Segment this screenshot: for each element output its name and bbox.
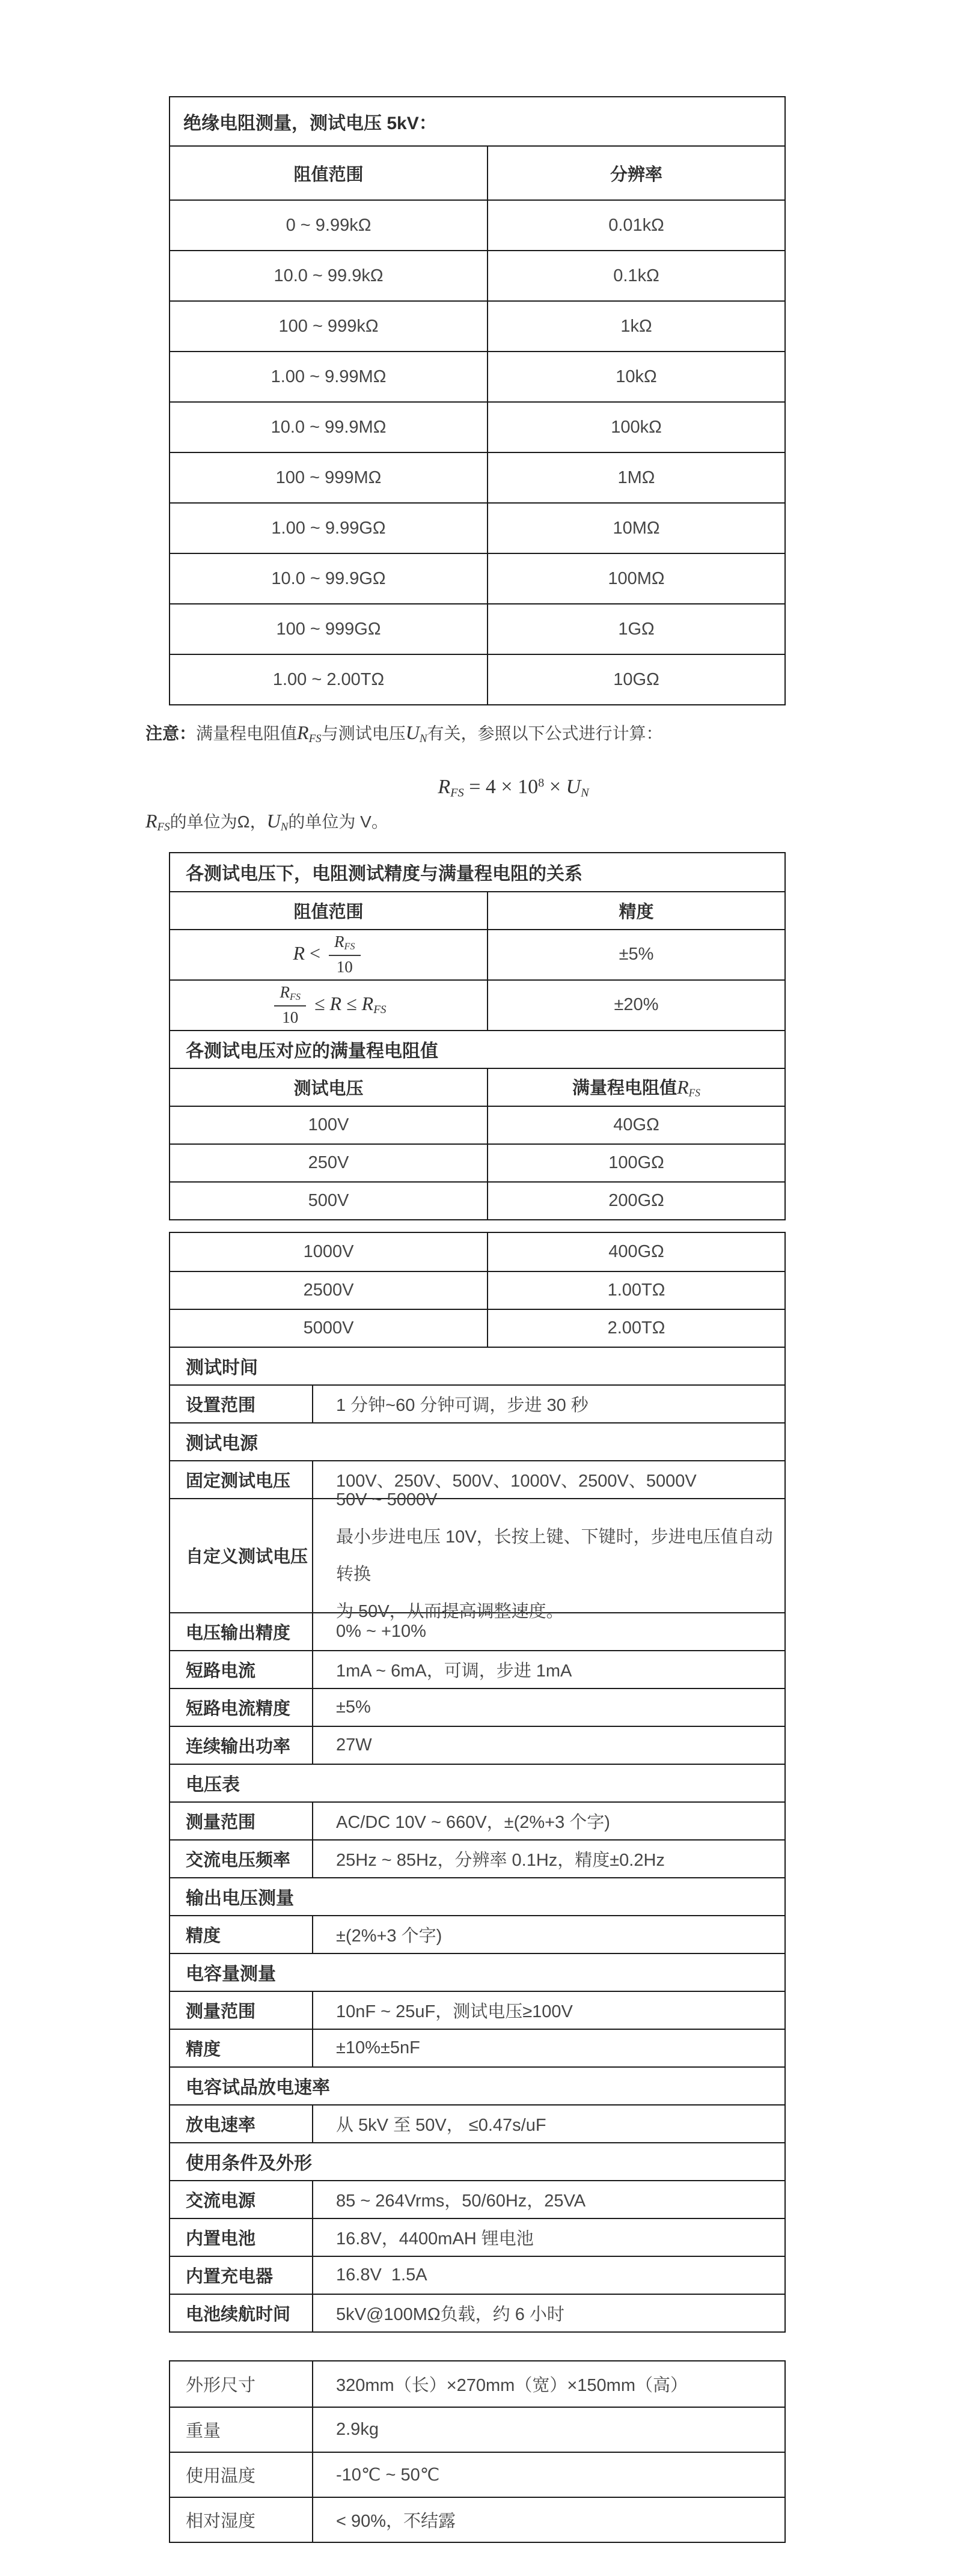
table-title-row bbox=[170, 97, 784, 145]
math-expression bbox=[271, 983, 386, 1028]
section-header-row bbox=[170, 2066, 784, 2104]
spec-value: 0% ~ +10% bbox=[336, 1621, 426, 1641]
formula-times: × bbox=[544, 775, 566, 798]
math-sub-fs: FS bbox=[344, 940, 355, 952]
math-sub-n: N bbox=[419, 732, 427, 745]
cell-range: 100 ~ 999kΩ bbox=[170, 302, 488, 351]
spec-value: 25Hz ~ 85Hz，分辨率 0.1Hz，精度±0.2Hz bbox=[336, 1850, 665, 1870]
fraction bbox=[329, 933, 360, 977]
table-row bbox=[170, 979, 784, 1030]
cell-range: 1.00 ~ 9.99GΩ bbox=[170, 504, 488, 553]
spec-label: 交流电压频率 bbox=[170, 1841, 313, 1877]
table-row bbox=[170, 1143, 784, 1181]
spec-value: 10nF ~ 25uF，测试电压≥100V bbox=[336, 2002, 573, 2021]
spec-label: 电压输出精度 bbox=[170, 1613, 313, 1650]
cell-range: 1.00 ~ 9.99MΩ bbox=[170, 352, 488, 401]
spec-label: 固定测试电压 bbox=[170, 1461, 313, 1498]
table-row bbox=[170, 1309, 784, 1347]
table-row bbox=[170, 1181, 784, 1219]
section-header-row bbox=[170, 1422, 784, 1460]
spec-row bbox=[170, 1726, 784, 1764]
note-paragraph bbox=[145, 719, 786, 753]
cell-formula-range bbox=[170, 981, 488, 1030]
spec-value: 从 5kV 至 50V， ≤0.47s/uF bbox=[336, 2115, 546, 2135]
math-var-un: U bbox=[266, 809, 281, 832]
cell-accuracy: ±20% bbox=[614, 995, 659, 1014]
spec-label: 电池续航时间 bbox=[170, 2295, 313, 2331]
units-text: 的单位为 V。 bbox=[288, 812, 388, 831]
fraction-denominator: 10 bbox=[329, 955, 360, 977]
table-row bbox=[170, 1233, 784, 1271]
units-note bbox=[145, 807, 786, 841]
spec-label: 放电速率 bbox=[170, 2106, 313, 2142]
math-var-un: U bbox=[566, 775, 581, 798]
table-row bbox=[170, 654, 784, 704]
math-sub-fs: FS bbox=[688, 1086, 700, 1099]
specs-table bbox=[169, 1232, 786, 2333]
cell-accuracy: ±5% bbox=[619, 945, 654, 964]
spec-row bbox=[170, 2218, 784, 2256]
cell-voltage: 5000V bbox=[170, 1310, 488, 1347]
spec-value: 27W bbox=[336, 1735, 372, 1755]
spec-label: 连续输出功率 bbox=[170, 1727, 313, 1764]
cell-resolution: 10kΩ bbox=[616, 367, 657, 386]
section-title-discharge: 电容试品放电速率 bbox=[186, 2078, 330, 2098]
math-sub-fs: FS bbox=[289, 991, 301, 1002]
section-header-row bbox=[170, 1030, 784, 1068]
cell-resolution: 1MΩ bbox=[617, 467, 655, 487]
cell-range: 0 ~ 9.99kΩ bbox=[170, 201, 488, 250]
spec-value: -10℃ ~ 50℃ bbox=[336, 2465, 440, 2485]
math-sub-fs: FS bbox=[308, 732, 322, 745]
table-row bbox=[170, 300, 784, 351]
spec-value: 16.8V，4400mAH 锂电池 bbox=[336, 2229, 534, 2249]
cell-resolution: 100kΩ bbox=[611, 417, 662, 437]
spec-row bbox=[170, 2104, 784, 2142]
table-row bbox=[170, 452, 784, 502]
math-var-rfs: R bbox=[297, 722, 309, 743]
spec-label: 外形尺寸 bbox=[170, 2361, 313, 2407]
cell-fullscale: 200GΩ bbox=[608, 1190, 664, 1210]
spec-label: 使用温度 bbox=[170, 2453, 313, 2497]
cell-resolution: 10MΩ bbox=[613, 518, 660, 538]
note-text: 满量程电阻值 bbox=[196, 724, 298, 743]
column-header-range: 阻值范围 bbox=[170, 147, 488, 199]
cell-voltage: 2500V bbox=[170, 1272, 488, 1309]
section-header-row bbox=[170, 853, 784, 891]
spec-row bbox=[170, 1991, 784, 2029]
note-text: 与测试电压 bbox=[321, 724, 406, 743]
spec-row bbox=[170, 1384, 784, 1422]
spec-label: 设置范围 bbox=[170, 1386, 313, 1422]
column-header-voltage: 测试电压 bbox=[170, 1069, 488, 1106]
note-text: 有关，参照以下公式进行计算： bbox=[427, 724, 663, 743]
table-row bbox=[170, 199, 784, 250]
math-var-rfs: R bbox=[280, 982, 290, 1001]
math-sub-n: N bbox=[280, 820, 289, 833]
cell-formula-range bbox=[170, 930, 488, 979]
spec-row bbox=[170, 1839, 784, 1877]
cell-range: 10.0 ~ 99.9MΩ bbox=[170, 403, 488, 452]
cell-resolution: 1kΩ bbox=[620, 316, 652, 336]
units-text: 的单位为Ω， bbox=[170, 812, 267, 831]
spec-value-multiline bbox=[313, 1490, 784, 1621]
spec-row bbox=[170, 2256, 784, 2294]
spec-row bbox=[170, 1490, 784, 1621]
section-header-row bbox=[170, 1953, 784, 1991]
spec-label: 短路电流精度 bbox=[170, 1689, 313, 1726]
cell-resolution: 0.01kΩ bbox=[608, 215, 664, 235]
spec-row bbox=[170, 1612, 784, 1650]
section-header-row bbox=[170, 1877, 784, 1915]
math-expression bbox=[293, 933, 364, 977]
spec-label: 短路电流 bbox=[170, 1651, 313, 1688]
math-relation: ≤ bbox=[309, 992, 330, 1014]
math-relation: < bbox=[305, 942, 326, 964]
spec-row bbox=[170, 1460, 784, 1498]
spec-row bbox=[170, 2361, 784, 2407]
section-title-usage: 使用条件及外形 bbox=[186, 2154, 312, 2173]
cell-resolution: 0.1kΩ bbox=[613, 266, 659, 285]
math-var-rfs: R bbox=[677, 1076, 689, 1098]
spec-label: 测量范围 bbox=[170, 1992, 313, 2029]
spec-label: 精度 bbox=[170, 2030, 313, 2066]
spec-label: 精度 bbox=[170, 1916, 313, 1953]
spec-value: 2.9kg bbox=[336, 2419, 379, 2439]
math-var-r: R bbox=[293, 942, 305, 964]
insulation-resistance-table bbox=[169, 96, 786, 705]
math-sub-fs: FS bbox=[450, 786, 464, 800]
cell-fullscale: 400GΩ bbox=[608, 1241, 664, 1261]
spec-row bbox=[170, 2294, 784, 2331]
math-var-r: R bbox=[329, 992, 342, 1014]
cell-fullscale: 1.00TΩ bbox=[607, 1280, 665, 1300]
table-row bbox=[170, 502, 784, 553]
spec-value: AC/DC 10V ~ 660V，±(2%+3 个字) bbox=[336, 1812, 610, 1832]
spec-row bbox=[170, 2407, 784, 2452]
column-header-range: 阻值范围 bbox=[170, 892, 488, 929]
spec-row bbox=[170, 2497, 784, 2542]
section-header-row bbox=[170, 1764, 784, 1801]
cell-voltage: 100V bbox=[170, 1107, 488, 1143]
spec-value: ±(2%+3 个字) bbox=[336, 1926, 442, 1946]
spec-value: < 90%，不结露 bbox=[336, 2511, 456, 2531]
cell-voltage: 500V bbox=[170, 1183, 488, 1219]
section-title: 各测试电压下，电阻测试精度与满量程电阻的关系 bbox=[186, 864, 582, 884]
table-row bbox=[170, 603, 784, 654]
table-row bbox=[170, 351, 784, 401]
section-title-voltmeter: 电压表 bbox=[186, 1775, 240, 1795]
spec-row bbox=[170, 1688, 784, 1726]
spec-value-line: 50V ~ 5000V bbox=[336, 1490, 438, 1509]
table-row bbox=[170, 553, 784, 603]
spec-row bbox=[170, 1801, 784, 1839]
spec-label: 重量 bbox=[170, 2408, 313, 2452]
cell-range: 1.00 ~ 2.00TΩ bbox=[170, 655, 488, 704]
cell-resolution: 10GΩ bbox=[613, 669, 659, 689]
spec-value-line: 为 50V，从而提高调整速度。 bbox=[336, 1601, 564, 1621]
column-header-fullscale bbox=[488, 1069, 784, 1106]
formula-exponent: 8 bbox=[538, 776, 545, 790]
cell-fullscale: 40GΩ bbox=[613, 1115, 659, 1134]
spec-label: 自定义测试电压 bbox=[170, 1499, 313, 1612]
header-text: 满量程电阻值 bbox=[572, 1079, 677, 1098]
cell-range: 100 ~ 999GΩ bbox=[170, 604, 488, 654]
math-var-rfs: R bbox=[361, 992, 374, 1014]
fraction-numerator bbox=[329, 933, 360, 955]
math-var-rfs: R bbox=[438, 775, 451, 798]
spec-value-line: 最小步进电压 10V，长按上键、下键时，步进电压值自动转换 bbox=[336, 1527, 773, 1584]
spec-value: 1mA ~ 6mA，可调，步进 1mA bbox=[336, 1661, 572, 1681]
section-title: 各测试电压对应的满量程电阻值 bbox=[186, 1041, 438, 1061]
accuracy-fullscale-table bbox=[169, 852, 786, 1220]
section-title-output-voltage: 输出电压测量 bbox=[186, 1889, 294, 1908]
fraction-denominator: 10 bbox=[274, 1005, 305, 1028]
cell-resolution: 100MΩ bbox=[608, 568, 665, 588]
section-header-row bbox=[170, 2142, 784, 2180]
cell-voltage: 250V bbox=[170, 1145, 488, 1181]
column-header-accuracy: 精度 bbox=[619, 902, 654, 922]
cell-range: 100 ~ 999MΩ bbox=[170, 453, 488, 502]
note-label: 注意： bbox=[145, 724, 197, 743]
spec-row bbox=[170, 2180, 784, 2218]
math-var-rfs: R bbox=[334, 932, 344, 951]
table-header-row bbox=[170, 891, 784, 929]
section-header-row bbox=[170, 1347, 784, 1384]
cell-range: 10.0 ~ 99.9kΩ bbox=[170, 251, 488, 300]
table-row bbox=[170, 929, 784, 979]
column-header-resolution: 分辨率 bbox=[610, 165, 662, 184]
fraction-numerator bbox=[274, 983, 305, 1005]
table-row bbox=[170, 250, 784, 300]
spec-label: 交流电源 bbox=[170, 2181, 313, 2218]
table-row bbox=[170, 1106, 784, 1143]
spec-value: 5kV@100MΩ负载，约 6 小时 bbox=[336, 2304, 564, 2324]
table-title: 绝缘电阻测量，测试电压 5kV： bbox=[183, 114, 437, 133]
cell-resolution: 1GΩ bbox=[618, 619, 655, 639]
math-var-rfs: R bbox=[145, 809, 157, 832]
cell-fullscale: 2.00TΩ bbox=[607, 1318, 665, 1338]
math-sub-fs: FS bbox=[157, 820, 170, 833]
spec-row bbox=[170, 1650, 784, 1688]
math-sub-n: N bbox=[581, 786, 589, 800]
spec-label: 内置充电器 bbox=[170, 2257, 313, 2294]
spec-row bbox=[170, 2452, 784, 2497]
math-sub-fs: FS bbox=[373, 1003, 387, 1016]
math-var-un: U bbox=[405, 722, 420, 743]
spec-value: 16.8V 1.5A bbox=[336, 2265, 427, 2285]
spec-label: 测量范围 bbox=[170, 1803, 313, 1839]
document-content bbox=[145, 96, 786, 2543]
table-header-row bbox=[170, 1068, 784, 1106]
table-header-row bbox=[170, 145, 784, 199]
section-title-test-power: 测试电源 bbox=[186, 1434, 258, 1454]
cell-voltage: 1000V bbox=[170, 1233, 488, 1271]
section-title-test-time: 测试时间 bbox=[186, 1358, 258, 1378]
cell-fullscale: 100GΩ bbox=[608, 1153, 664, 1172]
table-row bbox=[170, 401, 784, 452]
math-relation: ≤ bbox=[341, 992, 362, 1014]
spec-value: ±5% bbox=[336, 1697, 371, 1717]
spec-value: 100V、250V、500V、1000V、2500V、5000V bbox=[336, 1471, 697, 1491]
spec-label: 内置电池 bbox=[170, 2219, 313, 2256]
physical-specs-table bbox=[169, 2360, 786, 2543]
spec-value: 85 ~ 264Vrms，50/60Hz，25VA bbox=[336, 2191, 586, 2211]
spec-value: 1 分钟~60 分钟可调，步进 30 秒 bbox=[336, 1395, 589, 1415]
fraction bbox=[274, 983, 305, 1028]
header-fullscale-text bbox=[572, 1074, 700, 1099]
spec-row bbox=[170, 1915, 784, 1953]
spec-row bbox=[170, 2029, 784, 2066]
cell-range: 10.0 ~ 99.9GΩ bbox=[170, 554, 488, 603]
table-row bbox=[170, 1271, 784, 1309]
formula-mid: = 4 × 10 bbox=[463, 775, 539, 798]
spec-label: 相对湿度 bbox=[170, 2498, 313, 2542]
section-title-capacitance: 电容量测量 bbox=[186, 1964, 276, 1984]
spec-value: ±10%±5nF bbox=[336, 2038, 420, 2057]
spec-value: 320mm（长）×270mm（宽）×150mm（高） bbox=[336, 2375, 688, 2395]
formula bbox=[169, 767, 786, 799]
